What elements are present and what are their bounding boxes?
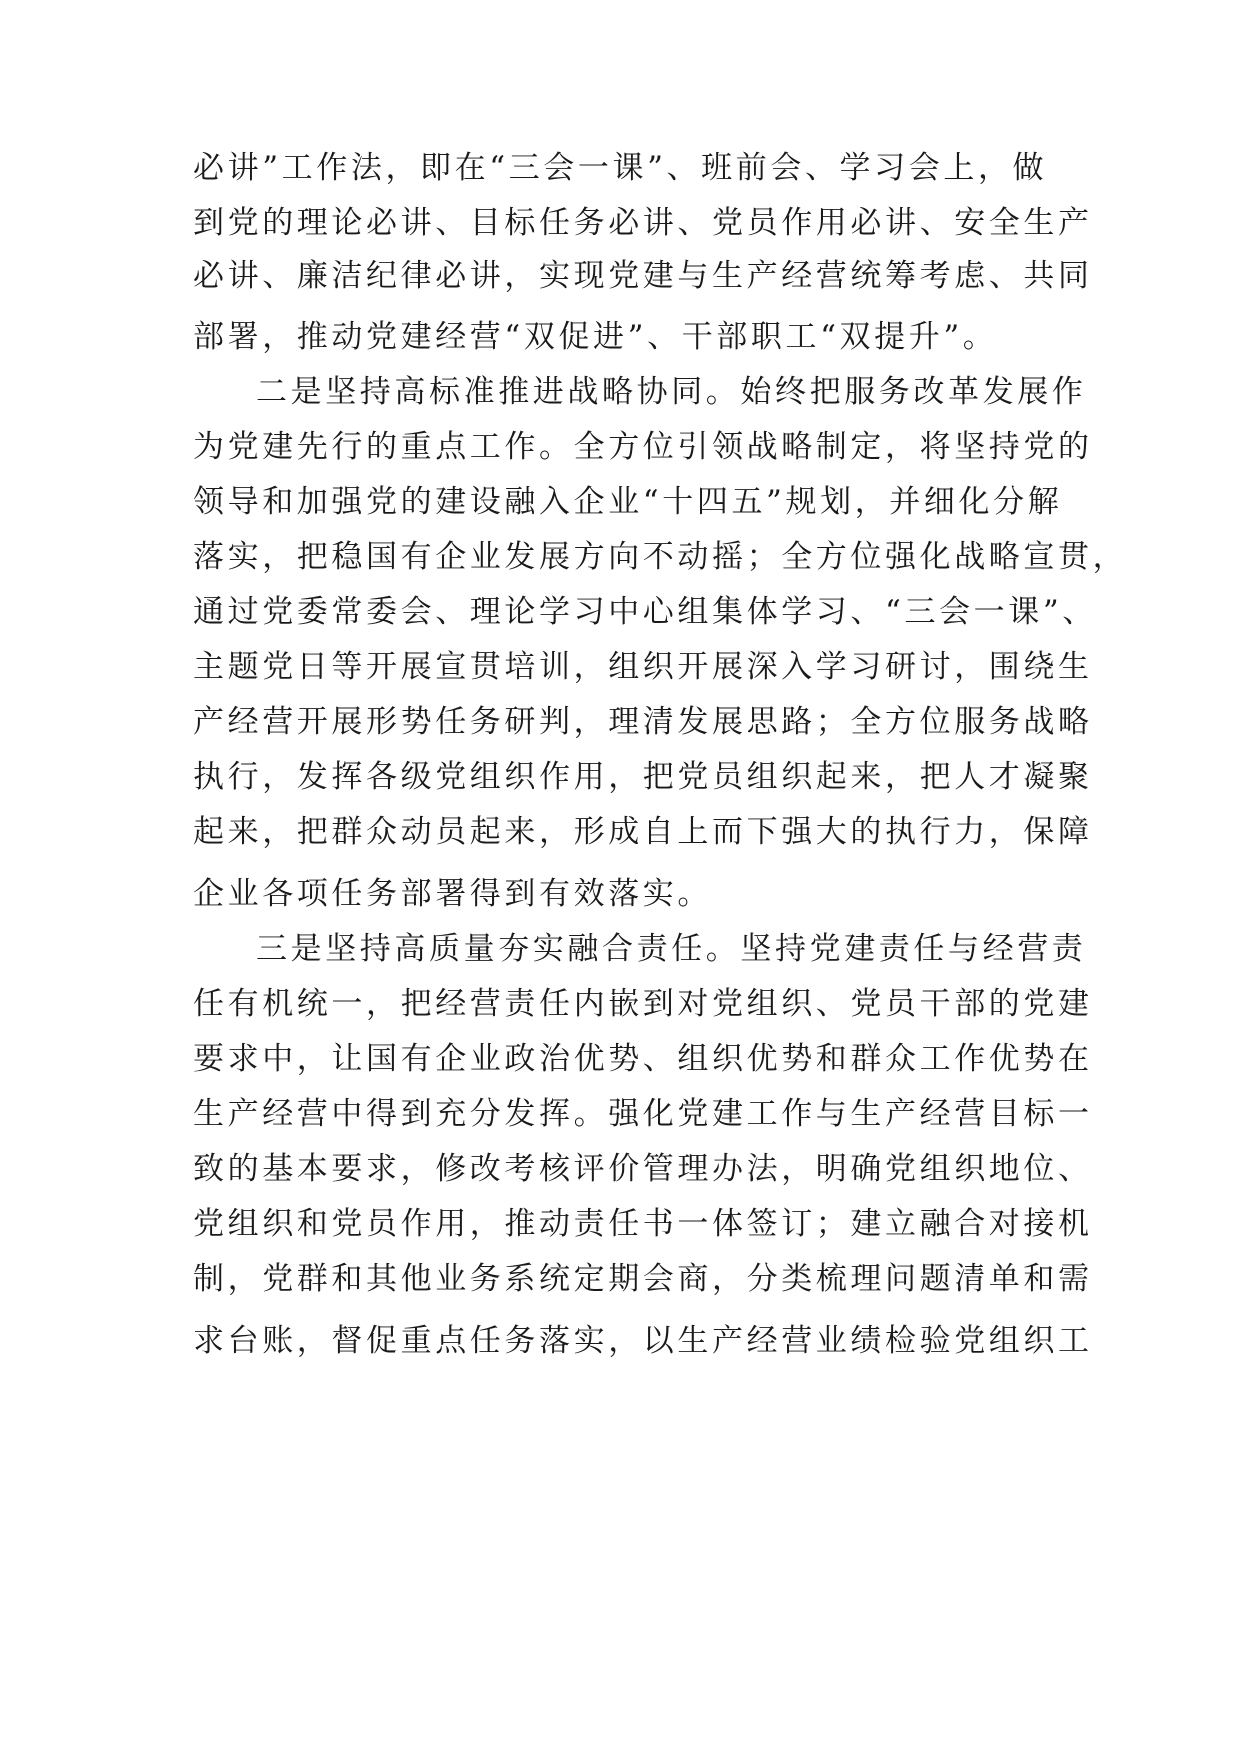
paragraph-3-line-2: 任有机统一，把经营责任内嵌到对党组织、党员干部的党建 bbox=[193, 986, 1093, 1022]
paragraph-2-line-9: 起来，把群众动员起来，形成自上而下强大的执行力，保障 bbox=[193, 814, 1093, 850]
paragraph-3-line-6: 党组织和党员作用，推动责任书一体签订；建立融合对接机 bbox=[193, 1206, 1093, 1242]
paragraph-1-line-3: 必讲、廉洁纪律必讲，实现党建与生产经营统筹考虑、共同 bbox=[193, 258, 1093, 294]
paragraph-2-line-2: 为党建先行的重点工作。全方位引领战略制定，将坚持党的 bbox=[193, 429, 1093, 465]
paragraph-3-line-5: 致的基本要求，修改考核评价管理办法，明确党组织地位、 bbox=[193, 1151, 1093, 1187]
paragraph-3-line-3: 要求中，让国有企业政治优势、组织优势和群众工作优势在 bbox=[193, 1041, 1093, 1077]
paragraph-2-line-3: 领导和加强党的建设融入企业“十四五”规划，并细化分解 bbox=[193, 484, 1063, 520]
paragraph-3-line-7: 制，党群和其他业务系统定期会商，分类梳理问题清单和需 bbox=[193, 1261, 1093, 1297]
paragraph-1-line-4: 部署，推动党建经营“双促进”、干部职工“双提升”。 bbox=[193, 319, 998, 355]
paragraph-3-line-1: 三是坚持高质量夯实融合责任。坚持党建责任与经营责 bbox=[256, 931, 1087, 967]
paragraph-2-line-7: 产经营开展形势任务研判，理清发展思路；全方位服务战略 bbox=[193, 704, 1093, 740]
paragraph-1-line-2: 到党的理论必讲、目标任务必讲、党员作用必讲、安全生产 bbox=[193, 205, 1093, 241]
paragraph-2-line-6: 主题党日等开展宣贯培训，组织开展深入学习研讨，围绕生 bbox=[193, 649, 1093, 685]
paragraph-2-line-8: 执行，发挥各级党组织作用，把党员组织起来，把人才凝聚 bbox=[193, 759, 1093, 795]
paragraph-1-line-1: 必讲”工作法，即在“三会一课”、班前会、学习会上，做 bbox=[193, 150, 1048, 186]
paragraph-2-line-10: 企业各项任务部署得到有效落实。 bbox=[193, 876, 712, 912]
paragraph-3-line-4: 生产经营中得到充分发挥。强化党建工作与生产经营目标一 bbox=[193, 1096, 1093, 1132]
paragraph-3-line-8: 求台账，督促重点任务落实，以生产经营业绩检验党组织工 bbox=[193, 1323, 1093, 1359]
paragraph-2-line-5: 通过党委常委会、理论学习中心组集体学习、“三会一课”、 bbox=[193, 594, 1097, 630]
paragraph-2-line-1: 二是坚持高标准推进战略协同。始终把服务改革发展作 bbox=[256, 374, 1087, 410]
paragraph-2-line-4: 落实，把稳国有企业发展方向不动摇；全方位强化战略宣贯， bbox=[193, 539, 1128, 575]
